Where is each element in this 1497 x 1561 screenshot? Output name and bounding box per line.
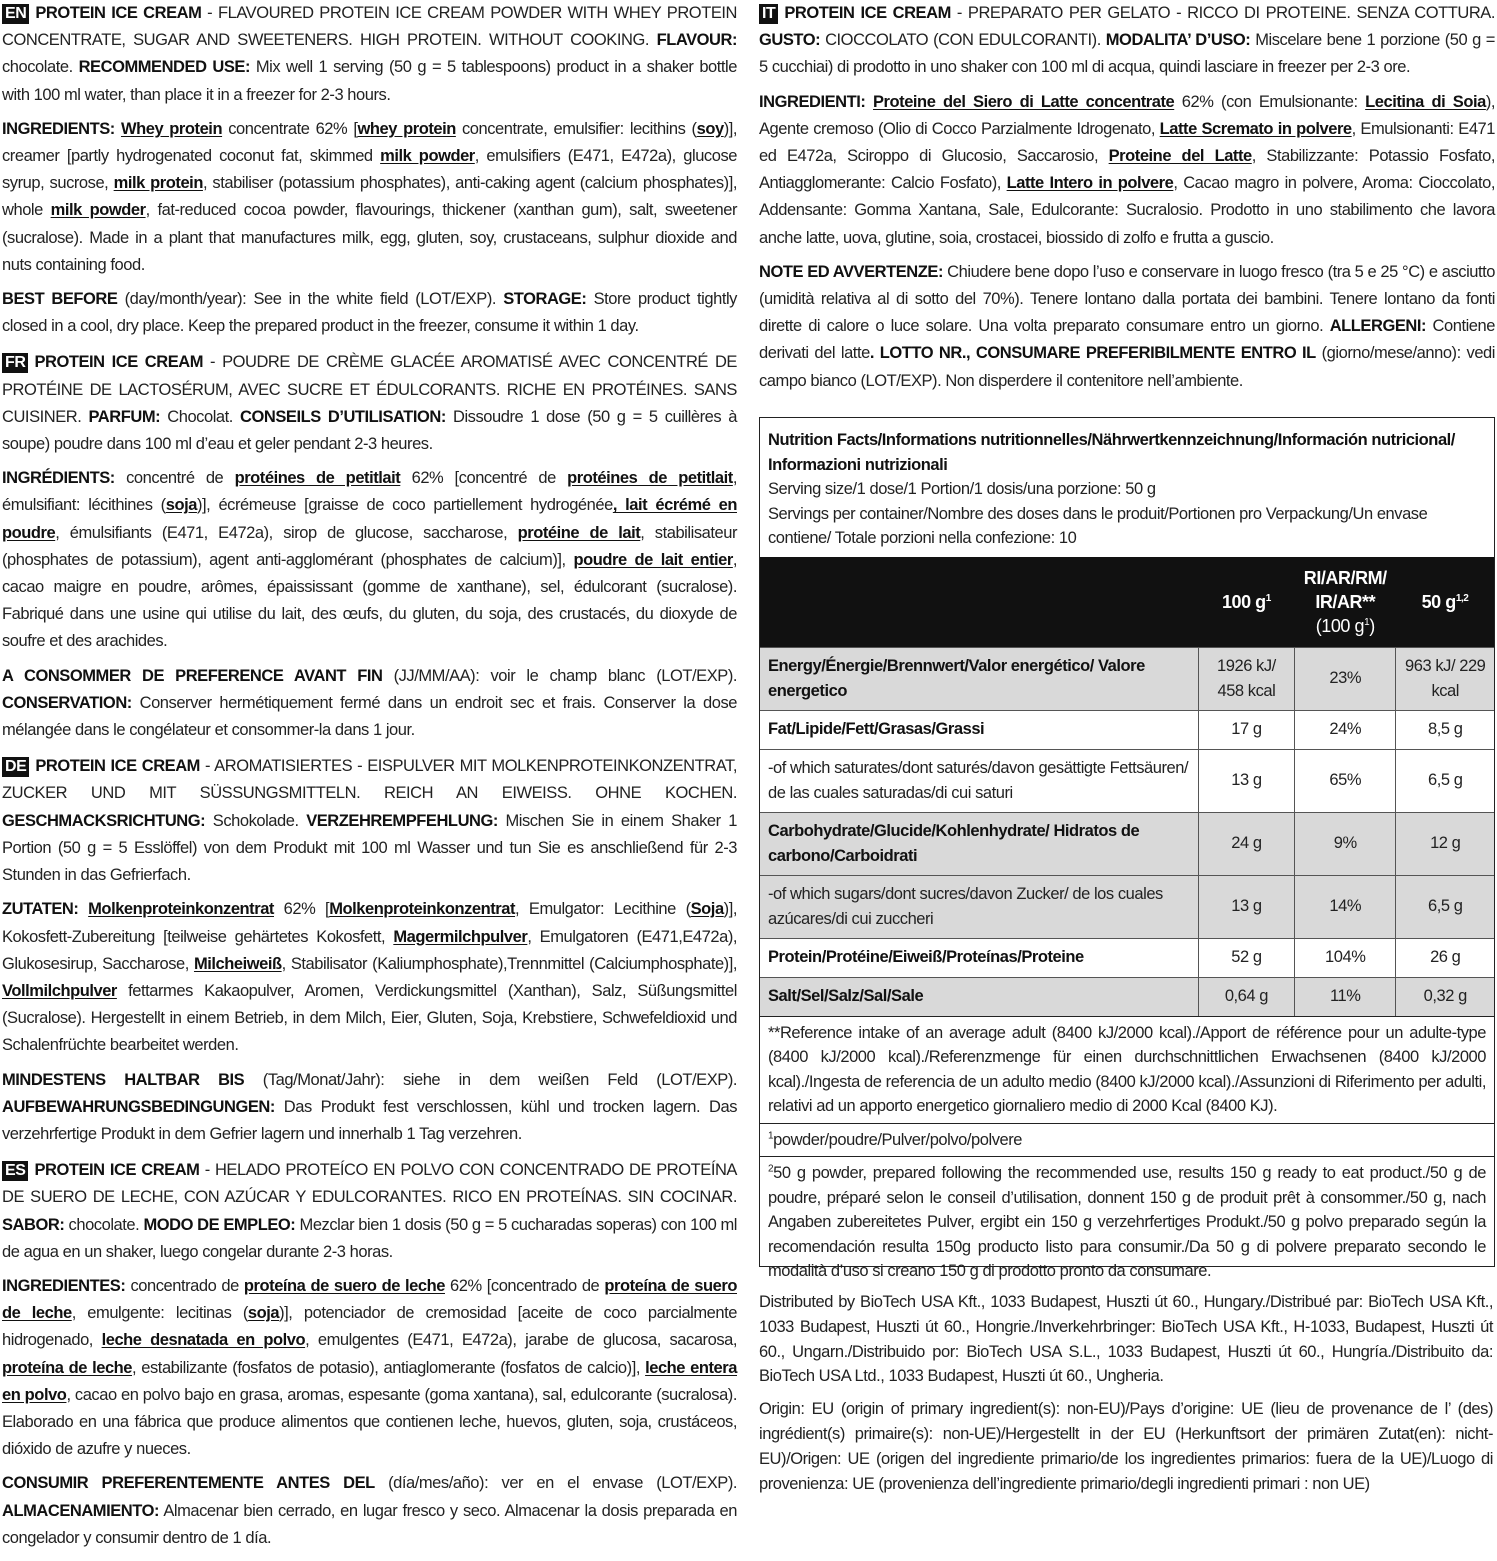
value-per-100g: 17 g [1198,710,1294,749]
header-per-50g-sup: 1,2 [1455,592,1469,604]
value-reference-intake: 24% [1295,710,1396,749]
value-per-50g: 8,5 g [1396,710,1494,749]
ingredient-text: 62% [ [273,900,330,919]
it-flavour: CIOCCOLATO (CON EDULCORANTI). [820,31,1106,50]
es-flavour-label: SABOR: [2,1215,65,1234]
allergen-term: Proteine del Latte [1108,147,1252,166]
de-flavour: Schokolade. [205,811,307,830]
header-per-100g-sup: 1 [1265,592,1271,604]
ingredient-text: )], Kokosfett-Zubereitung [teilweise gehärtetes Kokosfett, [2,900,737,946]
it-notes [759,259,1495,395]
ingredient-text: , émulsifiants (E471, E472a), sirop de glucose, saccharose, [55,523,518,542]
de-storage: Das Produkt fest verschlossen, kühl und trocken lagern. Das verzehrfertige Produkt in dem Gefrier lagern und innerhalb 1 Tag verzehren. [2,1097,737,1143]
fr-best-before [2,663,737,745]
value-reference-intake: 9% [1295,812,1396,875]
left-column [2,0,737,1561]
en-ingredients [2,116,737,279]
en-flavour: chocolate. [2,58,79,77]
value-reference-intake: 11% [1295,977,1396,1016]
allergen-term: proteína de leche [2,1358,133,1377]
ingredient-text: ), Agente cremoso (Olio di Cocco Parzialmente Idrogenato, [759,92,1496,138]
allergen-term: milk protein [113,174,203,193]
ingredient-text: concentrado de [125,1276,244,1295]
it-notes-label: NOTE ED AVVERTENZE: [759,262,944,281]
en-bb-label: BEST BEFORE [2,290,118,309]
it-ingredients-text [759,93,1495,247]
es-best-before [2,1470,737,1552]
value-per-100g: 13 g [1198,749,1294,812]
ingredient-text: concentré de [114,469,235,488]
ingredient-text: )], potenciador de cremosidad [aceite de coco parcialmente hidrogenado, [2,1304,738,1350]
header-per-50g [1396,557,1494,648]
nutrient-label: -of which saturates/dont saturés/davon gesättigte Fettsäuren/ de las cuales saturadas/di cui saturi [760,749,1198,812]
fr-ingredients [2,465,737,655]
ingredient-text: , stabiliser (potassium phosphates), anti-caking agent (calcium phosphates)], whole [2,174,737,220]
ingredient-text: , cacao en polvo bajo en grasa, aromas, espesante (goma xantana), sal, edulcorante (sucralosa). Elaborado en una fábrica que produce alimentos que contienen leche, huevos, gluten, soja, crustáceos, dióxido de azufre y nueces. [2,1385,737,1459]
ingredient-text: , cacao maigre en poudre, arômes, épaississant (gomme de xanthane), sel, édulcorant (sucralose). Fabriqué dans une usine qui utilise du lait, des œufs, du gluten, du soja, des crustacés, du dioxyde de soufre et des arachides. [2,550,737,651]
it-ingredients-label: INGREDIENTI: [759,92,866,111]
footnote-2-text: 50 g powder, prepared following the recommended use, results 150 g ready to eat product./50 g de poudre, préparé selon le conseil d’utilisation, donnent 150 g de produit prêt à consommer./50 g, nach Angaben zubereitetes Pulver, ergibt ein 150 g verzehrfertiges Produkt./50 g polvo preparado según la recomendación resulta 150g producto listo para consumir./Da 50 g di polvere preparato secondo le modalità d’uso si creano 150 g di prodotto pronto da consumare. [768,1164,1486,1280]
fr-title: PROTEIN ICE CREAM [34,353,204,372]
nutrition-row [760,875,1494,938]
es-ingredients [2,1273,737,1463]
de-storage-label: AUFBEWAHRUNGSBEDINGUNGEN: [2,1097,275,1116]
it-description: - PREPARATO PER GELATO - RICCO DI PROTEINE. SENZA COTTURA. [950,4,1495,22]
ingredient-text: 62% [concentré de [400,469,568,488]
allergen-term: Whey protein [120,119,223,138]
es-bb-label: CONSUMIR PREFERENTEMENTE ANTES DEL [2,1474,375,1493]
header-ri-line2: IR/AR** [1315,591,1376,612]
allergen-term: Milcheiweiß [193,954,282,973]
header-per-100g [1198,557,1294,648]
nutrient-label: -of which sugars/dont sucres/davon Zucker/ de los cuales azúcares/di cui zuccheri [760,875,1198,938]
it-use-label: MODALITA’ D’USO: [1105,31,1251,50]
nutrition-row [760,710,1494,749]
de-description: - AROMATISIERTES - EISPULVER MIT MOLKENPROTEINKONZENTRAT, ZUCKER UND MIT SÜSSUNGSMITTELN. REICH AN EIWEISS. OHNE KOCHEN. [2,757,737,803]
value-per-100g: 24 g [1198,812,1294,875]
ingredient-text: , Emulsionanti: E471 ed E472a, Sciroppo di Glucosio, Saccarosio, [759,119,1495,166]
header-ri-line3-sup: 1 [1364,616,1370,628]
es-flavour: chocolate. [64,1215,144,1234]
ingredient-text: , emulgentes (E471, E472a), jarabe de glucosa, sacarosa, [305,1331,737,1350]
header-ri-line3 [1296,614,1395,638]
nutrition-title: Nutrition Facts/Informations nutritionnelles/Nährwertkennzeichnung/Información nutricional/ Informazioni nutrizionali [768,431,1455,474]
allergen-term: , lait écrémé en poudre [2,496,737,542]
de-title: PROTEIN ICE CREAM [35,757,200,776]
fr-bb: (JJ/MM/AA): voir le champ blanc (LOT/EXP). [382,666,737,685]
de-code-badge: DE [2,757,29,777]
header-ri-line1: RI/AR/RM/ [1303,567,1387,588]
en-bb: (day/month/year): See in the white field (LOT/EXP). [117,290,504,309]
nutrition-row [760,647,1494,710]
fr-flavour-label: PARFUM: [88,407,161,426]
value-per-100g: 0,64 g [1198,977,1294,1016]
de-bb-label: MINDESTENS HALTBAR BIS [2,1070,245,1089]
value-reference-intake: 23% [1295,647,1396,710]
footnote-1-sup: 1 [768,1130,774,1141]
ingredient-text [865,93,873,111]
ingredient-text: , Emulgator: Lecithine ( [515,900,691,919]
allergen-term: proteína de suero de leche [243,1276,445,1295]
allergen-term: soy [696,119,724,138]
es-use: Mezclar bien 1 dosis (50 g = 5 cucharadas soperas) con 100 ml de agua en un shaker, luego congelar durante 2-3 horas. [2,1215,737,1261]
nutrient-label: Fat/Lipide/Fett/Grasas/Grassi [760,710,1198,749]
de-ingredients [2,896,737,1059]
footnote-1-text: powder/poudre/Pulver/polvo/polvere [773,1130,1022,1149]
es-ingredients-label: INGREDIENTES: [2,1276,126,1295]
allergen-term: Latte Scremato in polvere [1159,119,1352,138]
de-flavour-label: GESCHMACKSRICHTUNG: [2,811,206,830]
reference-intake-note: **Reference intake of an average adult (8400 kJ/2000 kcal)./Apport de référence pour un adulte-type (8400 kJ/2000 kcal)./Referenzmenge für einen durchschnittlichen Erwachsenen (8400 kJ/2000 kcal)./Ingesta de referencia de un adulto medio (8400 kJ/2000 kcal)./Assunzioni di Riferimento per adulti, relativi ad un apporto energetico giornaliero medio di 2000 Kcal (8400 KJ). [760,1016,1494,1123]
value-per-100g: 52 g [1198,938,1294,977]
nutrition-row [760,812,1494,875]
ingredient-text: )], écrémeuse [graisse de coco partiellement hydrogénée [196,496,613,515]
ingredient-text: , Stabilizzante: Potassio Fosfato, Antiagglomerante: Calcio Fosfato), [759,147,1495,193]
servings-per-container: Servings per container/Nombre des doses dans le produit/Portionen pro Verpackung/Un envase contiene/ Totale porzioni nella confezione: 10 [768,504,1428,547]
en-ingredients-text [2,120,737,274]
en-storage-label: STORAGE: [503,290,587,309]
fr-bb-label: A CONSOMMER DE PREFERENCE AVANT FIN [2,666,383,685]
fr-use-label: CONSEILS D’UTILISATION: [240,407,446,426]
en-description: - FLAVOURED PROTEIN ICE CREAM POWDER WITH WHEY PROTEIN CONCENTRATE, SUGAR AND SWEETENERS. HIGH PROTEIN. WITHOUT COOKING. [2,4,737,50]
value-reference-intake: 14% [1295,875,1396,938]
allergen-term: Soja [690,900,724,919]
footnote-1 [760,1123,1494,1157]
nutrition-header [760,418,1494,557]
origin-text: Origin: EU (origin of primary ingredient(s): non-EU)/Pays d’origine: UE (lieu de provenance de l’ (des) ingrédient(s) primaire(s): non-UE)/Hergestellt in der EU (Herkunftsort der primären Zutat(en): nicht-EU)/Origen: UE (origen del ingrediente primario/de los ingredientes primarios: fuera de la UE)/Luogo di provenienza: UE (provenienza dell’ingrediente primario/degli ingredienti primari : non UE) [759,1400,1493,1493]
fr-ingredients-label: INGRÉDIENTS: [2,469,115,488]
fr-use: Dissoudre 1 dose (50 g = 5 cuillères à soupe) poudre dans 100 ml d’eau et geler pendant 2-3 heures. [2,407,737,454]
ingredient-text: , émulsifiant: lécithines ( [2,469,737,515]
distributor-block [759,1290,1493,1503]
en-code-badge: EN [2,4,29,24]
allergen-term: poudre de lait entier [573,550,733,569]
allergen-term: whey protein [357,119,456,138]
allergen-term: milk powder [50,201,146,220]
de-bb: (Tag/Monat/Jahr): siehe in dem weißen Feld (LOT/EXP). [244,1070,737,1089]
allergen-term: Magermilchpulver [393,927,528,946]
es-bb: (día/mes/año): ver en el envase (LOT/EXP). [374,1474,737,1493]
nutrient-label: Protein/Protéine/Eiweiß/Proteínas/Proteine [760,938,1198,977]
ingredient-text: , stabilisateur (phosphates de potassium), agent anti-agglomérant (phosphates de calcium)], [2,523,737,569]
section-de [2,753,737,1148]
fr-flavour: Chocolat. [160,407,241,426]
serving-size: Serving size/1 dose/1 Portion/1 dosis/una porzione: 50 g [768,480,1156,498]
value-per-50g: 0,32 g [1396,977,1494,1016]
it-use: Miscelare bene 1 porzione (50 g = 5 cucchiai) di prodotto in uno shaker con 100 ml di acqua, quindi lasciare in freezer per 2-3 ore. [759,31,1495,77]
ingredient-text: 62% (con Emulsionante: [1174,92,1366,111]
allergen-term: leche desnatada en polvo [101,1331,306,1350]
de-ingredients-text [2,900,737,1054]
en-title: PROTEIN ICE CREAM [35,4,202,22]
nutrient-label: Salt/Sel/Salz/Sal/Sale [760,977,1198,1016]
it-allergen: Contiene derivati del latte [759,317,1495,363]
ingredient-text: , emulsifiers (E471, E472a), glucose syrup, sucrose, [2,147,737,193]
allergen-term: proteína de suero de leche [2,1276,737,1323]
ingredient-text: , Stabilisator (Kaliumphosphate),Trennmittel (Calciumphosphate)], [281,954,737,973]
it-allergen-label: ALLERGENI: [1329,317,1427,336]
value-reference-intake: 104% [1295,938,1396,977]
section-es [2,1157,737,1552]
allergen-term: Vollmilchpulver [2,981,117,1000]
allergen-term: Proteine del Siero di Latte concentrate [873,92,1175,111]
ingredient-text: concentrate, emulsifier: lecithins ( [455,119,697,138]
distributor-text: Distributed by BioTech USA Kft., 1033 Budapest, Huszti út 60., Hungary./Distribué par: BioTech USA Kft., 1033 Budapest, Huszti út 60., Hongrie./Inverkehrbringer: BioTech USA Kft., H-1033, Budapest, Huszti út 60., Ungarn./Distribuido por: BioTech USA S.L., 1033 Budapest, Huszti út 60., Hungría./Distribuito da: BioTech USA Ltd., 1033 Budapest, Huszti út 60., Ungheria. [759,1293,1493,1386]
it-ingredients [759,89,1495,252]
footnote-2 [760,1156,1494,1288]
section-fr [2,349,737,744]
value-per-50g: 12 g [1396,812,1494,875]
allergen-term: Lecitina di Soia [1365,92,1486,111]
de-intro [2,753,737,889]
es-ingredients-text [2,1277,737,1458]
nutrient-label: Carbohydrate/Glucide/Kohlenhydrate/ Hidratos de carbono/Carboidrati [760,812,1198,875]
ingredient-text: , Emulgatoren (E471,E472a), Glukosesirup, Saccharose, [2,927,737,973]
header-per-100g-label: 100 g [1221,591,1266,612]
nutrition-table [760,557,1494,1016]
ingredient-text: , fat-reduced cocoa powder, flavourings, thickener (xanthan gum), salt, sweetener (sucralose). Made in a plant that manufactures milk, egg, gluten, soy, crustaceans, sulphur dioxide and nuts containing food. [2,201,737,274]
section-it [759,0,1495,395]
de-use: Mischen Sie in einem Shaker 1 Portion (50 g = 5 Esslöffel) von dem Produkt mit 100 ml Wasser und tun Sie es anschließend für 2-3 Stunden in das Gefrierfach. [2,811,737,885]
value-per-50g: 26 g [1396,938,1494,977]
en-ingredients-label: INGREDIENTS: [2,119,115,138]
allergen-term: protéines de petitlait [234,469,401,488]
ingredient-text [78,900,88,918]
fr-ingredients-text [2,469,737,650]
right-column [759,0,1495,404]
it-notes-text: Chiudere bene dopo l’uso e conservare in luogo fresco (tra 5 e 25 °C) e asciutto (umidità relativa al di sotto del 70%). Tenere lontano dalla portata dei bambini. Tenere lontano da fonti dirette di calore o luce solare. Una volta preparato consumare entro un giorno. [759,262,1496,336]
it-lot-label: . LOTTO NR., CONSUMARE PREFERIBILMENTE ENTRO IL [869,344,1316,363]
fr-intro [2,349,737,458]
de-best-before [2,1067,737,1149]
allergen-term: Molkenproteinkonzentrat [88,900,274,919]
de-ingredients-label: ZUTATEN: [2,900,79,919]
it-lot: (giorno/mese/anno): vedi campo bianco (LOT/EXP). Non disperdere il contenitore nell’ambiente. [759,344,1496,390]
en-storage: Store product tightly closed in a cool, dry place. Keep the prepared product in the freezer, consume it within 1 day. [2,290,737,336]
ingredient-text: fettarmes Kakaopulver, Aromen, Verdickungsmittel (Xanthan), Salz, Süßungsmittel (Sucralose). Hergestellt in einem Betrieb, in dem Milch, Eier, Gluten, Soja, Krebstiere, Schwefeldioxid und Schalenfrüchte bearbeitet werden. [2,981,737,1055]
ingredient-text: , emulgente: lecitinas ( [71,1304,248,1323]
de-use-label: VERZEHREMPFEHLUNG: [306,811,498,830]
allergen-term: Latte Intero in polvere [1006,174,1174,193]
value-per-100g: 1926 kJ/ 458 kcal [1198,647,1294,710]
allergen-term: protéine de lait [517,523,641,542]
nutrition-row [760,938,1494,977]
ingredient-text: concentrate 62% [ [222,119,358,138]
allergen-term: leche entera en polvo [2,1358,737,1404]
nutrition-row [760,977,1494,1016]
header-reference-intake [1295,557,1396,648]
nutrition-row [760,749,1494,812]
nutrition-table-header [760,557,1494,648]
it-flavour-label: GUSTO: [759,31,821,50]
allergen-term: soja [247,1304,280,1323]
header-empty-cell [760,557,1198,648]
allergen-term: Molkenproteinkonzentrat [329,900,516,919]
section-en [2,0,737,340]
ingredient-text: , estabilizante (fosfatos de potasio), antiaglomerante (fosfatos de calcio)], [132,1358,646,1377]
en-use: Mix well 1 serving (50 g = 5 tablespoons) product in a shaker bottle with 100 ml water, than place it in a freezer for 2-3 hours. [2,58,737,104]
it-title: PROTEIN ICE CREAM [784,4,951,22]
en-use-label: RECOMMENDED USE: [78,58,251,77]
ingredient-text: , Cacao magro in polvere, Aroma: Cioccolato, Addensante: Gomma Xantana, Sale, Edulcorante: Sucralosio. Prodotto in uno stabilimento che lavora anche latte, uova, glutine, soia, crostacei, biossido di zolfo e frutta a guscio. [759,174,1495,247]
fr-description: - POUDRE DE CRÈME GLACÉE AROMATISÉ AVEC CONCENTRÉ DE PROTÉINE DE LACTOSÉRUM, AVEC SUCRE ET ÉDULCORANTS. RICHE EN PROTÉINES. SANS CUISINER. [2,353,737,426]
es-storage: Almacenar bien cerrado, en lugar fresco y seco. Almacenar la dosis preparada en congelador y consumir dentro de 1 día. [2,1501,737,1547]
en-intro [2,0,737,109]
es-use-label: MODO DE EMPLEO: [143,1215,296,1234]
nutrient-label: Energy/Énergie/Brennwert/Valor energético/ Valore energetico [760,647,1198,710]
value-per-50g: 6,5 g [1396,749,1494,812]
it-code-badge: IT [759,4,778,24]
es-storage-label: ALMACENAMIENTO: [2,1501,160,1520]
es-intro [2,1157,737,1266]
en-best-before [2,286,737,340]
value-per-100g: 13 g [1198,875,1294,938]
en-flavour-label: FLAVOUR: [656,31,737,50]
ingredient-text: )], creamer [partly hydrogenated coconut fat, skimmed [2,119,738,166]
value-reference-intake: 65% [1295,749,1396,812]
value-per-50g: 6,5 g [1396,875,1494,938]
fr-storage-label: CONSERVATION: [2,693,132,712]
allergen-term: protéines de petitlait [567,469,733,488]
allergen-term: soja [165,496,197,515]
allergen-term: milk powder [380,147,475,166]
header-ri-line3-text: (100 g [1315,615,1365,636]
fr-code-badge: FR [2,353,28,373]
header-per-50g-label: 50 g [1421,591,1456,612]
footnote-2-sup: 2 [768,1163,774,1175]
value-per-50g: 963 kJ/ 229 kcal [1396,647,1494,710]
ingredient-text: 62% [concentrado de [444,1276,605,1295]
es-code-badge: ES [2,1161,28,1181]
it-intro [759,0,1495,82]
es-title: PROTEIN ICE CREAM [34,1161,200,1180]
header-ri-line3-end: ) [1369,615,1375,636]
es-description: - HELADO PROTEÍCO EN POLVO CON CONCENTRADO DE PROTEÍNA DE SUERO DE LECHE, CON AZÚCAR Y EDULCORANTES. RICO EN PROTEÍNAS. SIN COCINAR. [2,1161,737,1207]
fr-storage: Conserver hermétiquement fermé dans un endroit sec et frais. Conserver la dose mélangée dans le congélateur et consommer-la dans 1 jour. [2,693,737,740]
nutrition-facts-box [759,417,1495,1280]
nutrition-rows [760,647,1494,1016]
